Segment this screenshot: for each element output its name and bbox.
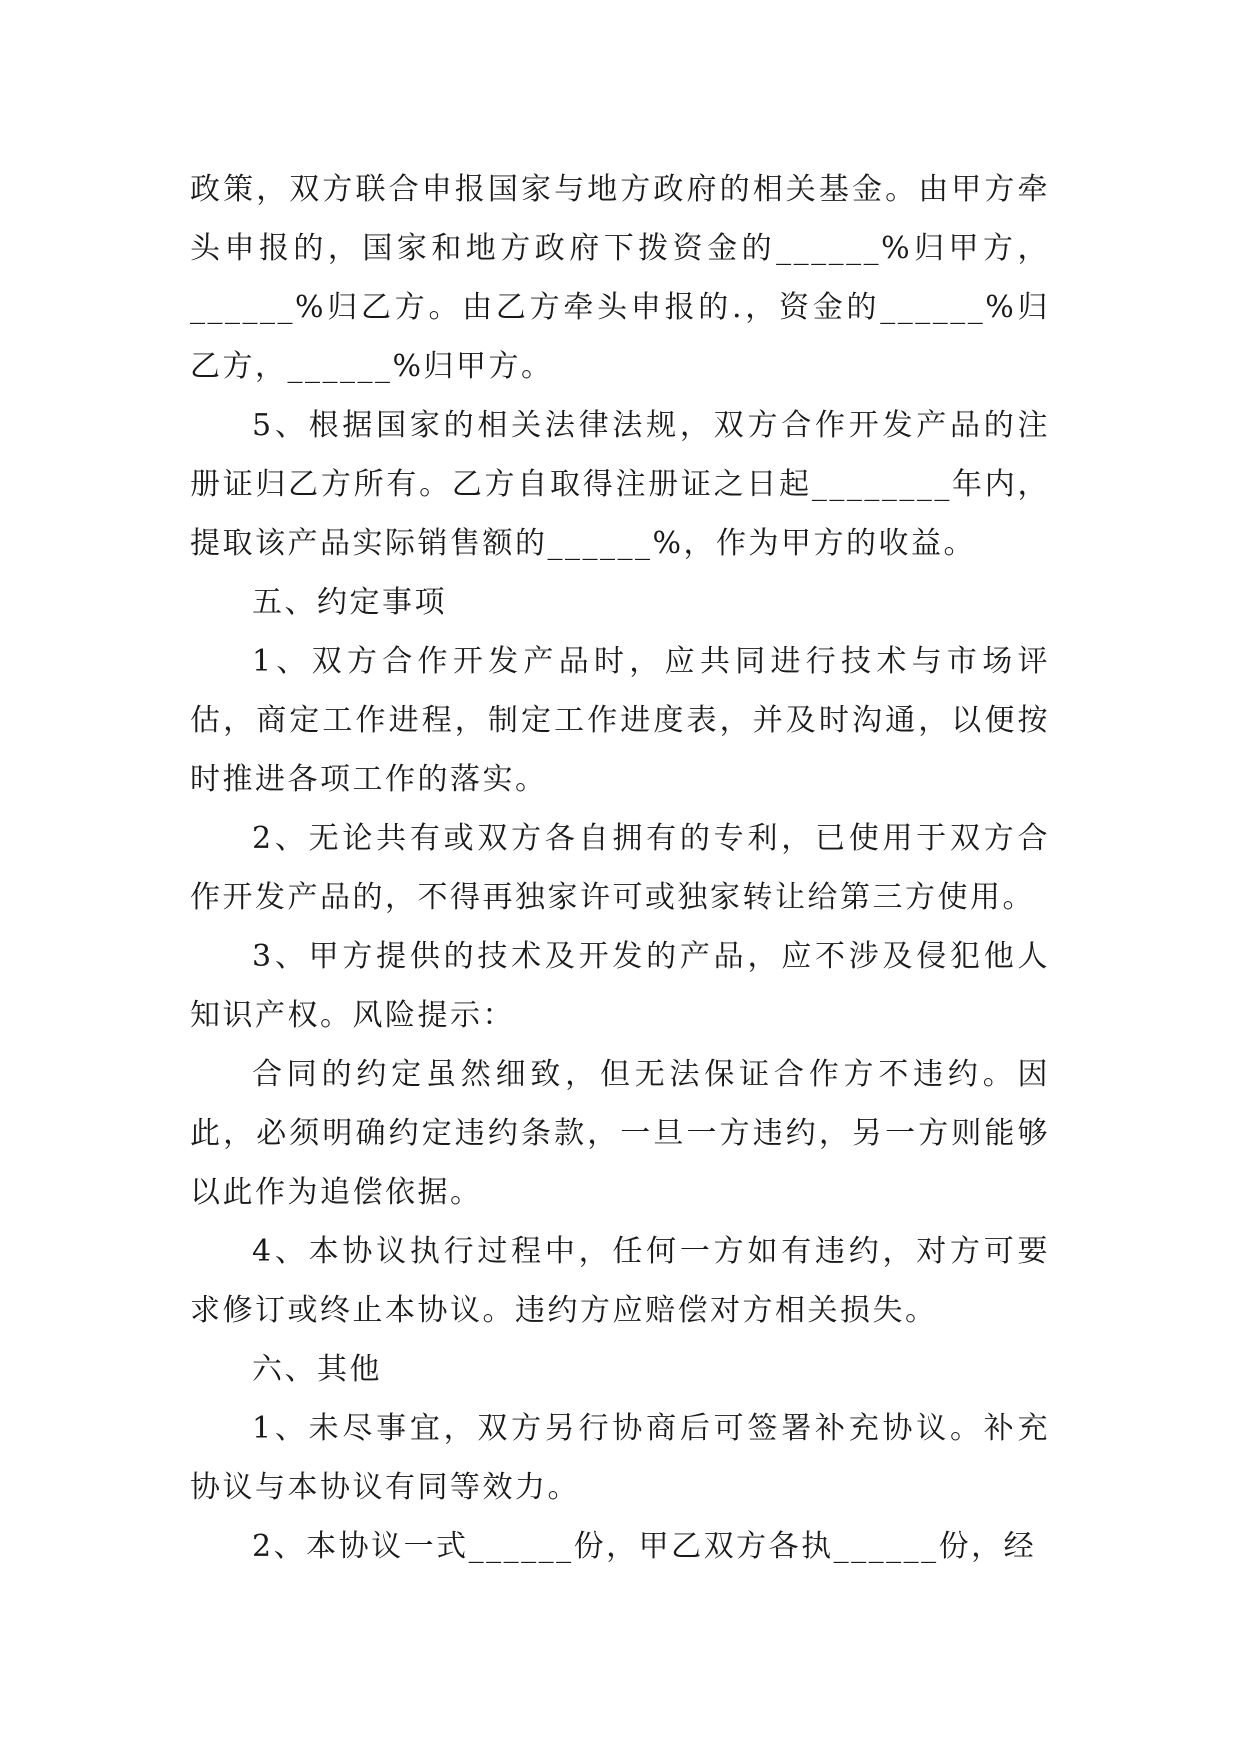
document-body xyxy=(190,160,1050,1576)
paragraph-agreed-item-4: 4、本协议执行过程中，任何一方如有违约，对方可要求修订或终止本协议。违约方应赔偿对方相关损失。 xyxy=(190,1234,1050,1328)
paragraph-other-item-1: 1、未尽事宜，双方另行协商后可签署补充协议。补充协议与本协议有同等效力。 xyxy=(190,1411,1050,1505)
paragraph-agreed-item-1: 1、双方合作开发产品时，应共同进行技术与市场评估，商定工作进程，制定工作进度表，并及时沟通，以便按时推进各项工作的落实。 xyxy=(190,644,1050,797)
paragraph-risk-note: 合同的约定虽然细致，但无法保证合作方不违约。因此，必须明确约定违约条款，一旦一方违约，另一方则能够以此作为追偿依据。 xyxy=(190,1057,1050,1210)
paragraph-other-item-2: 2、本协议一式______份，甲乙双方各执______份，经 xyxy=(252,1529,1037,1564)
section-heading-agreed-matters: 五、约定事项 xyxy=(252,585,447,620)
paragraph-agreed-item-3: 3、甲方提供的技术及开发的产品，应不涉及侵犯他人知识产权。风险提示： xyxy=(190,939,1050,1033)
paragraph-policy-fund-split: 政策，双方联合申报国家与地方政府的相关基金。由甲方牵头申报的，国家和地方政府下拨资金的______%归甲方，______%归乙方。由乙方牵头申报的.，资金的______%归乙方，______%归甲方。 xyxy=(190,172,1050,384)
section-heading-other: 六、其他 xyxy=(252,1352,382,1387)
paragraph-agreed-item-2: 2、无论共有或双方各自拥有的专利，已使用于双方合作开发产品的，不得再独家许可或独家转让给第三方使用。 xyxy=(190,821,1050,915)
paragraph-item-5-registration: 5、根据国家的相关法律法规，双方合作开发产品的注册证归乙方所有。乙方自取得注册证之日起________年内，提取该产品实际销售额的______%，作为甲方的收益。 xyxy=(190,408,1050,561)
